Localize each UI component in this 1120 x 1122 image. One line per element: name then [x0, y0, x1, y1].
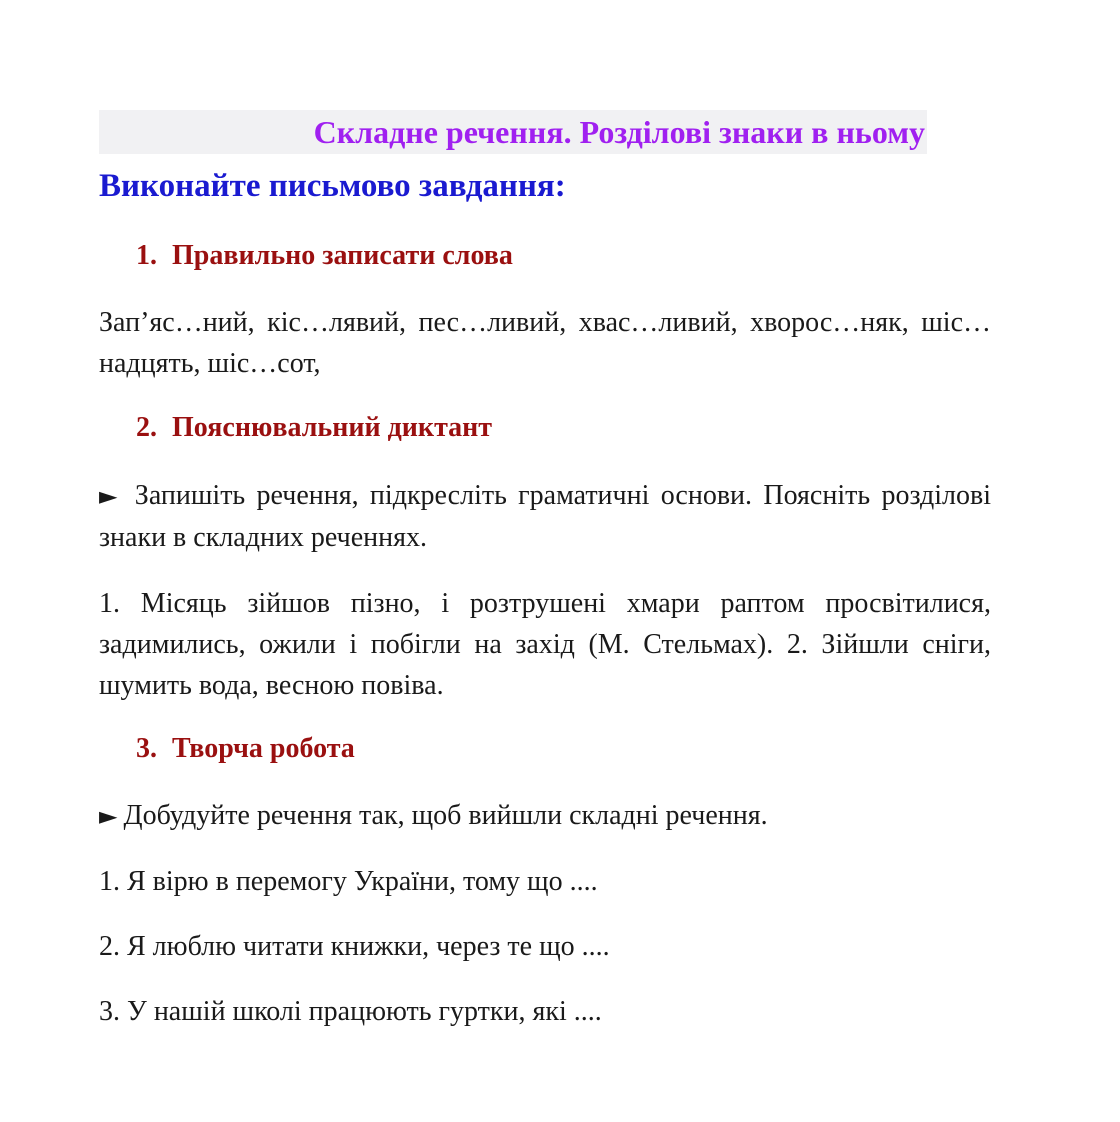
list-item: 1. Я вірю в перемогу України, тому що .... [99, 866, 598, 897]
section-1-words: Зап’яс…ний, кіс…лявий, пес…ливий, хвас…ливий, хворос…няк, шіс…надцять, шіс…сот, [99, 307, 991, 379]
instruction-text: Добудуйте речення так, щоб вийшли складні речення. [123, 800, 768, 831]
section-3-instruction [99, 795, 991, 837]
section-number: 3. [136, 733, 157, 764]
section-title: Пояснювальний диктант [172, 412, 493, 443]
task-heading: Виконайте письмово завдання: [99, 168, 566, 204]
list-item: 3. У нашій школі працюють гуртки, які .... [99, 996, 602, 1027]
page-title: Складне речення. Розділові знаки в ньому [313, 114, 925, 150]
section-heading-1 [99, 238, 991, 274]
section-title: Правильно записати слова [172, 240, 513, 271]
section-heading-2 [99, 410, 991, 446]
section-title: Творча робота [172, 733, 355, 764]
arrow-icon: ► [99, 482, 118, 510]
section-2-dictation-text: 1. Місяць зійшов пізно, і розтрушені хмари раптом просвітилися, задимились, ожили і побігли на захід (М. Стельмах). 2. Зійшли сніги, шумить вода, весною повіва. [99, 588, 991, 701]
section-number: 2. [136, 412, 157, 443]
document-page [99, 110, 991, 1032]
section-heading-3 [99, 731, 991, 767]
section-number: 1. [136, 240, 157, 271]
arrow-icon: ► [99, 802, 118, 830]
section-2-instruction [99, 475, 991, 558]
instruction-text: Запишіть речення, підкресліть граматичні основи. Поясніть розділові знаки в складних реченнях. [99, 480, 991, 553]
list-item: 2. Я люблю читати книжки, через те що .... [99, 931, 610, 962]
title-band [99, 110, 927, 154]
